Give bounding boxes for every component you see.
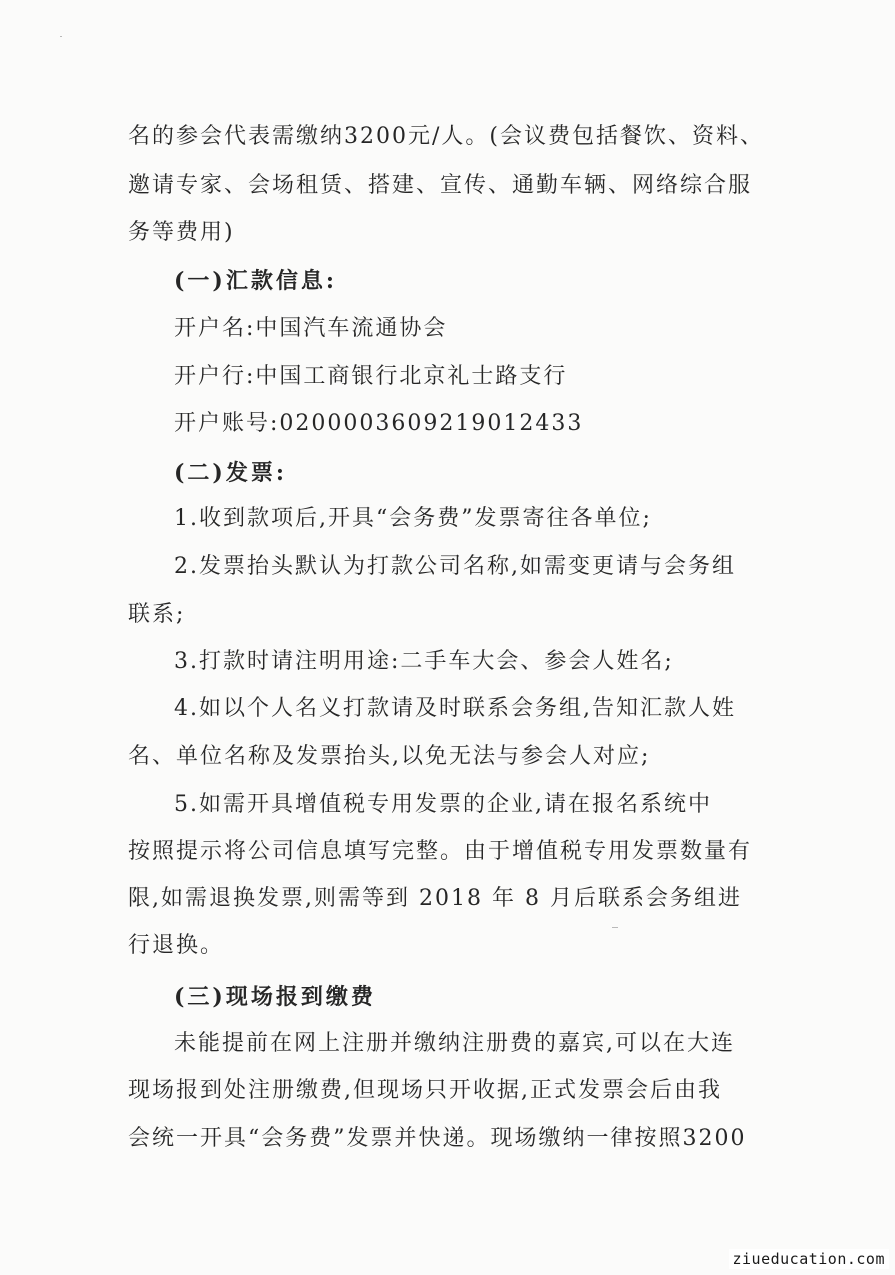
account-bank-line: 开户行:中国工商银行北京礼士路支行 bbox=[174, 364, 568, 389]
invoice-item-1: 1.收到款项后,开具“会务费”发票寄往各单位; bbox=[174, 506, 652, 531]
account-name-line: 开户名:中国汽车流通协会 bbox=[174, 316, 448, 341]
invoice-item-4-cont: 名、单位名称及发票抬头,以免无法与参会人对应; bbox=[128, 744, 651, 769]
site-watermark: ziueducation.com bbox=[729, 1249, 890, 1269]
invoice-item-2-cont: 联系; bbox=[128, 602, 186, 627]
invoice-item-5-cont-3: 行退换。 bbox=[128, 933, 225, 958]
invoice-item-5-cont-1: 按照提示将公司信息填写完整。由于增值税专用发票数量有 bbox=[128, 839, 753, 864]
invoice-item-3: 3.打款时请注明用途:二手车大会、参会人姓名; bbox=[174, 649, 674, 674]
invoice-item-5-cont-2: 限,如需退换发票,则需等到 2018 年 8 月后联系会务组进 bbox=[128, 886, 742, 911]
section-heading-remittance: (一)汇款信息: bbox=[174, 268, 337, 294]
onsite-paragraph-line-1: 未能提前在网上注册并缴纳注册费的嘉宾,可以在大连 bbox=[174, 1031, 735, 1056]
invoice-item-4: 4.如以个人名义打款请及时联系会务组,告知汇款人姓 bbox=[174, 696, 736, 721]
onsite-paragraph-line-3: 会统一开具“会务费”发票并快递。现场缴纳一律按照3200 bbox=[128, 1126, 747, 1151]
account-number-line: 开户账号:0200003609219012433 bbox=[174, 411, 584, 436]
paragraph-line-3: 务等费用) bbox=[128, 220, 235, 245]
paragraph-line-2: 邀请专家、会场租赁、搭建、宣传、通勤车辆、网络综合服 bbox=[128, 173, 753, 198]
onsite-paragraph-line-2: 现场报到处注册缴费,但现场只开收据,正式发票会后由我 bbox=[128, 1078, 722, 1103]
scan-speck bbox=[60, 36, 62, 37]
invoice-item-5: 5.如需开具增值税专用发票的企业,请在报名系统中 bbox=[174, 792, 712, 817]
section-heading-onsite: (三)现场报到缴费 bbox=[174, 984, 376, 1010]
section-heading-invoice: (二)发票: bbox=[174, 460, 287, 486]
scan-speck bbox=[612, 927, 618, 928]
invoice-item-2: 2.发票抬头默认为打款公司名称,如需变更请与会务组 bbox=[174, 554, 736, 579]
paragraph-line-1: 名的参会代表需缴纳3200元/人。(会议费包括餐饮、资料、 bbox=[128, 124, 764, 149]
